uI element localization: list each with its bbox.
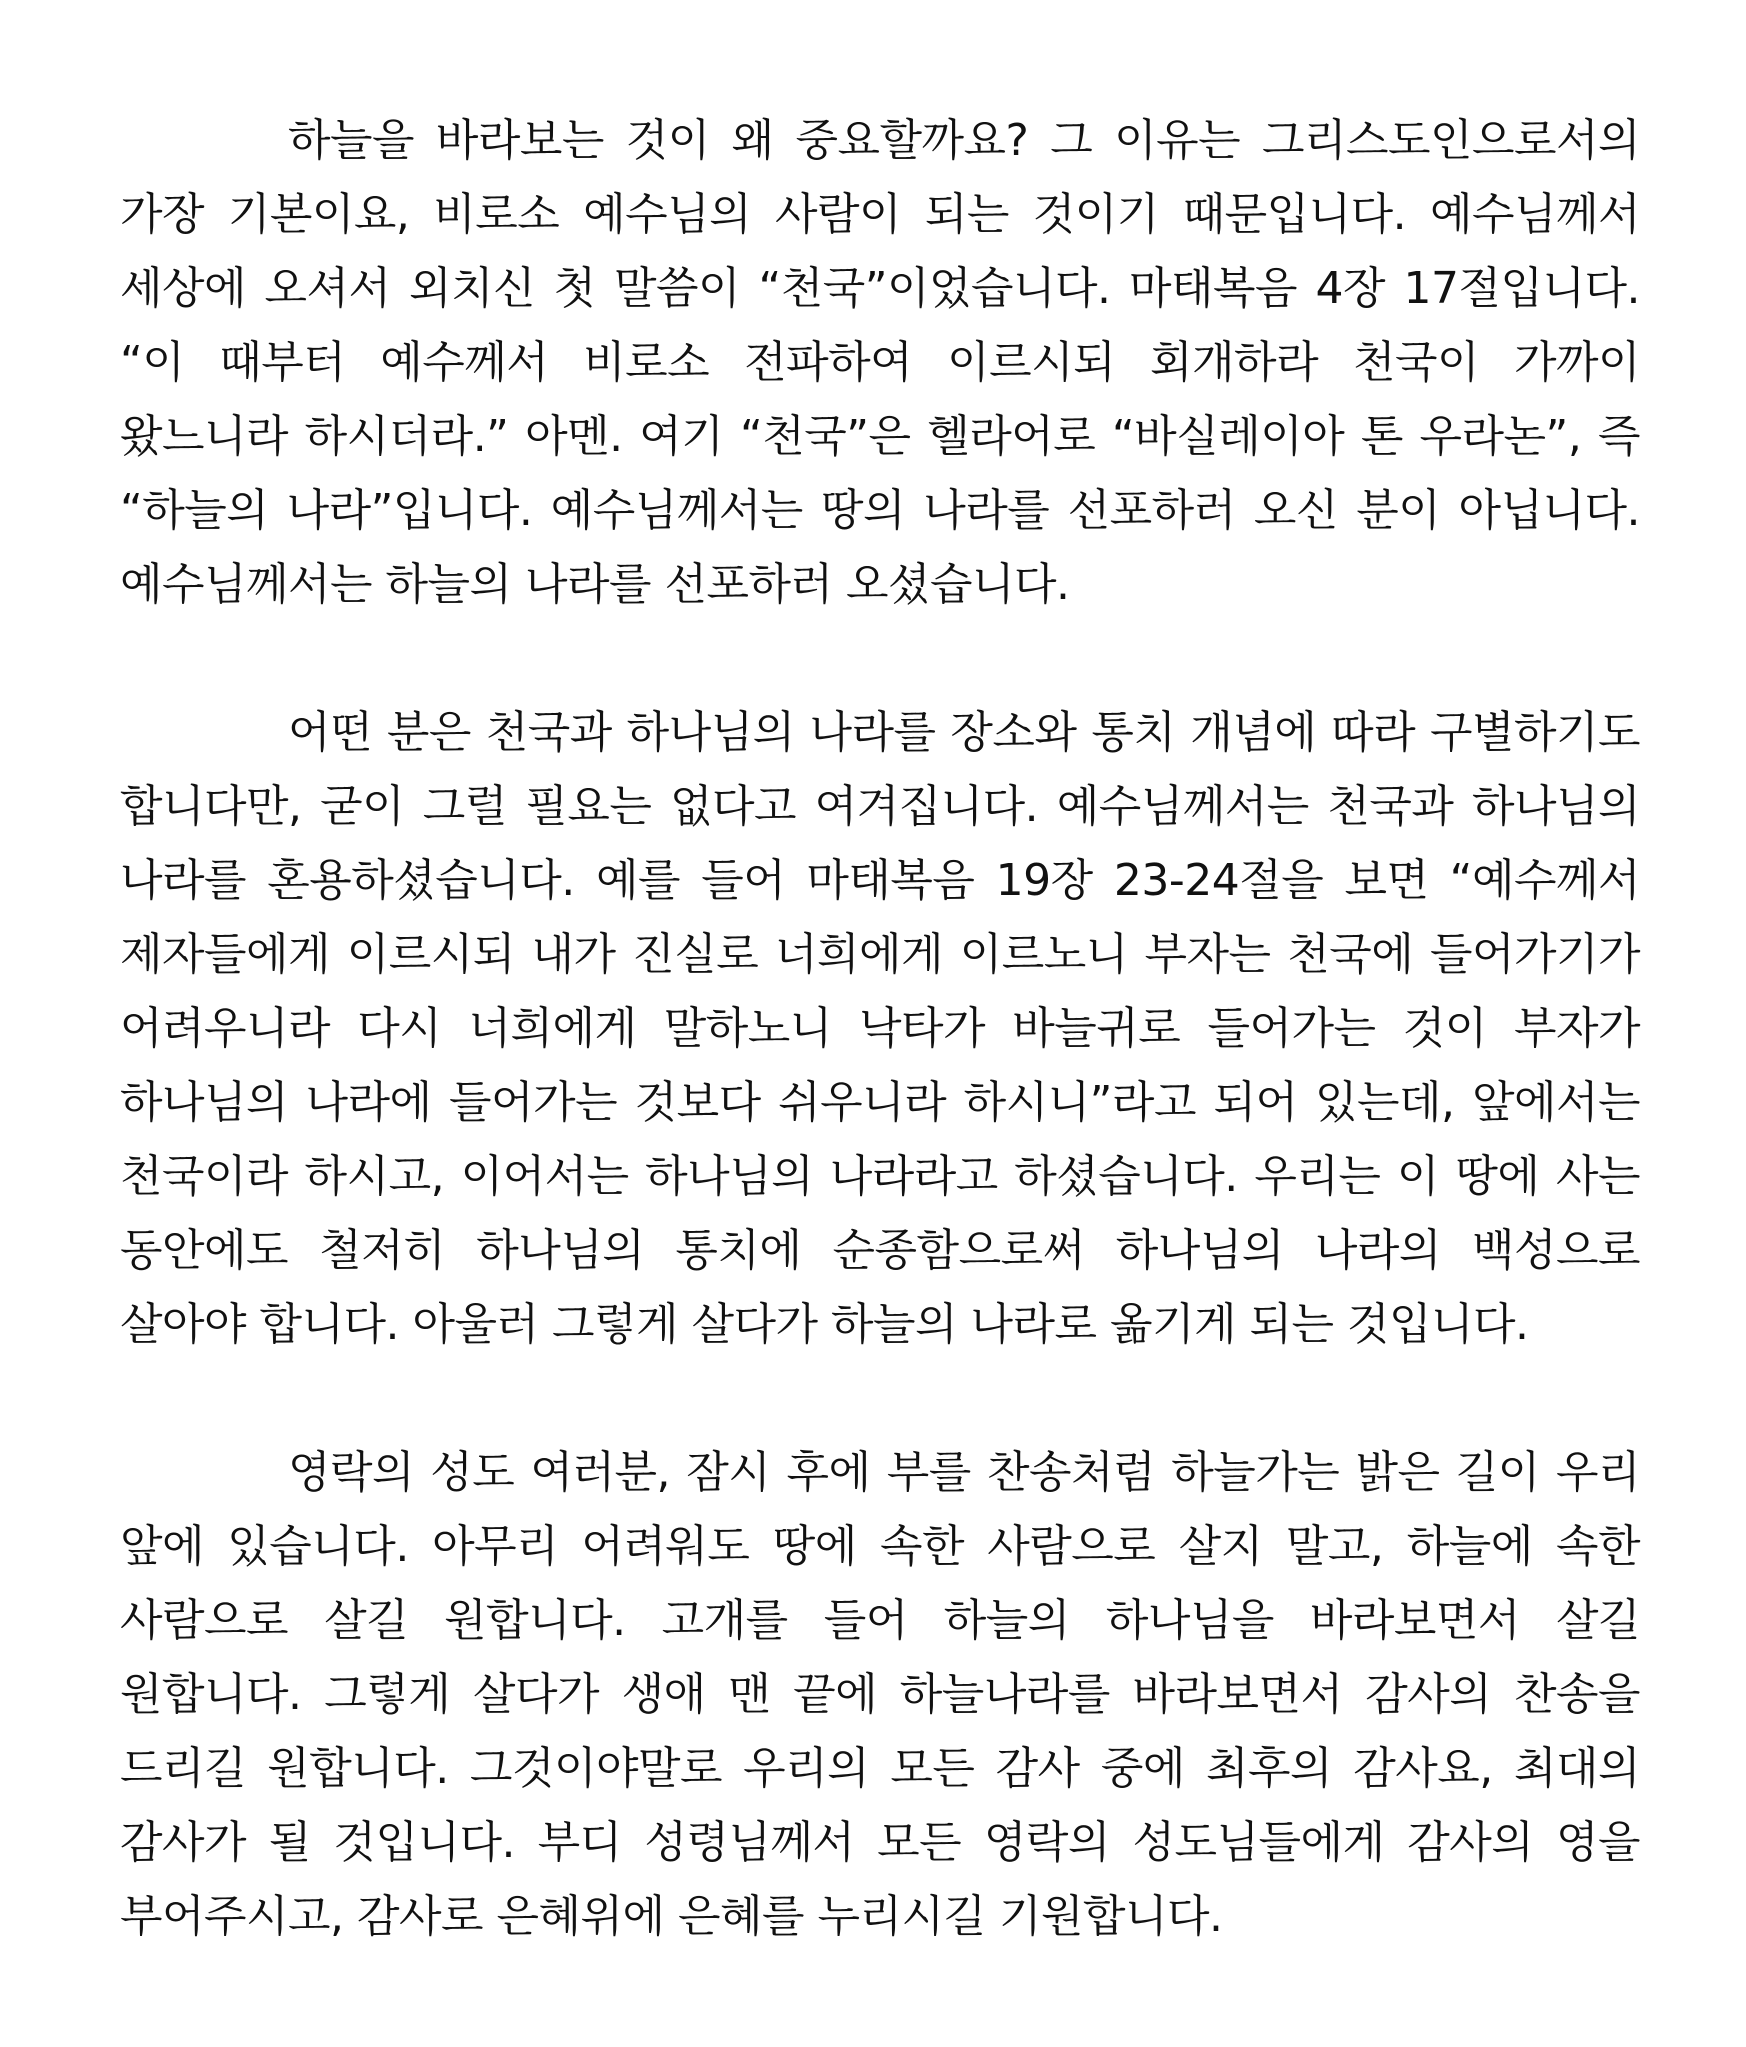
paragraph-kingdom-of-god: 어떤 분은 천국과 하나님의 나라를 장소와 통치 개념에 따라 구별하기도 합니다만, 굳이 그럴 필요는 없다고 여겨집니다. 예수님께서는 천국과 하나님의 나라를 혼용하셨습니다. 예를 들어 마태복음 19장 23-24절을 보면 “예수께서 제자들에게 이르시되 내가 진실로 너희에게 이르노니 부자는 천국에 들어가기가 어려우니라 다시 너희에게 말하노니 낙타가 바늘귀로 들어가는 것이 부자가 하나님의 나라에 들어가는 것보다 쉬우니라 하시니”라고 되어 있는데, 앞에서는 천국이라 하시고, 이어서는 하나님의 나라라고 하셨습니다. 우리는 이 땅에 사는 동안에도 철저히 하나님의 통치에 순종함으로써 하나님의 나라의 백성으로 살아야 합니다. 아울러 그렇게 살다가 하늘의 나라로 옮기게 되는 것입니다.	[120, 707, 1640, 1350]
document-page	[120, 104, 1640, 1954]
paragraph-closing-blessing: 영락의 성도 여러분, 잠시 후에 부를 찬송처럼 하늘가는 밝은 길이 우리 앞에 있습니다. 아무리 어려워도 땅에 속한 사람으로 살지 말고, 하늘에 속한 사람으로 살길 원합니다. 고개를 들어 하늘의 하나님을 바라보면서 살길 원합니다. 그렇게 살다가 생애 맨 끝에 하늘나라를 바라보면서 감사의 찬송을 드리길 원합니다. 그것이야말로 우리의 모든 감사 중에 최후의 감사요, 최대의 감사가 될 것입니다. 부디 성령님께서 모든 영락의 성도님들에게 감사의 영을 부어주시고, 감사로 은혜위에 은혜를 누리시길 기원합니다.	[120, 1447, 1640, 1942]
paragraph-heaven-importance: 하늘을 바라보는 것이 왜 중요할까요? 그 이유는 그리스도인으로서의 가장 기본이요, 비로소 예수님의 사람이 되는 것이기 때문입니다. 예수님께서 세상에 오셔서 외치신 첫 말씀이 “천국”이었습니다. 마태복음 4장 17절입니다. “이 때부터 예수께서 비로소 전파하여 이르시되 회개하라 천국이 가까이 왔느니라 하시더라.” 아멘. 여기 “천국”은 헬라어로 “바실레이아 톤 우라논”, 즉 “하늘의 나라”입니다. 예수님께서는 땅의 나라를 선포하러 오신 분이 아닙니다. 예수님께서는 하늘의 나라를 선포하러 오셨습니다.	[120, 115, 1640, 610]
